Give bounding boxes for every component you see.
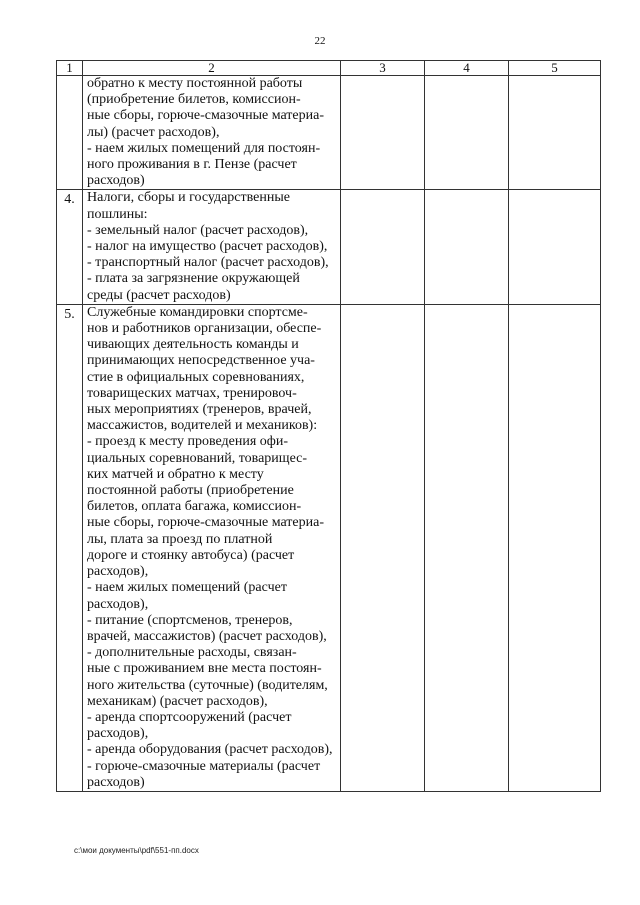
page-number: 22 — [314, 35, 326, 47]
table-row — [57, 76, 601, 190]
description-line: механикам) (расчет расходов), — [87, 693, 268, 709]
description-line: - наем жилых помещений (расчет — [87, 580, 287, 596]
row-description — [83, 76, 341, 190]
description-line: билетов, оплата багажа, комиссион- — [87, 499, 302, 515]
description-line: врачей, массажистов) (расчет расходов), — [87, 628, 327, 644]
description-line: - аренда оборудования (расчет расходов), — [87, 742, 333, 758]
empty-cell — [425, 76, 509, 190]
column-header: 5 — [509, 61, 601, 76]
description-line: - плата за загрязнение окружающей — [87, 271, 300, 287]
description-line: расходов) — [87, 173, 145, 189]
description-line: товарищеских матчах, тренировоч- — [87, 385, 297, 401]
column-header: 4 — [425, 61, 509, 76]
description-line: принимающих непосредственное уча- — [87, 353, 315, 369]
description-line: пошлины: — [87, 206, 148, 222]
description-line: ных мероприятиях (тренеров, врачей, — [87, 402, 312, 418]
description-line: постоянной работы (приобретение — [87, 483, 294, 499]
description-line: ного жительства (суточные) (водителям, — [87, 677, 328, 693]
description-line: ные с проживанием вне места постоян- — [87, 661, 322, 677]
description-line: нов и работников организации, обеспе- — [87, 321, 322, 337]
file-path-footer: c:\мои документы\pdf\551-пп.docx — [74, 846, 199, 855]
table-row — [57, 304, 601, 791]
column-header: 1 — [57, 61, 83, 76]
expense-table — [56, 60, 601, 792]
empty-cell — [425, 304, 509, 791]
description-line: расходов), — [87, 726, 149, 742]
description-line: лы, плата за проезд по платной — [87, 531, 273, 547]
description-line: Служебные командировки спортсме- — [87, 304, 308, 320]
description-line: - горюче-смазочные материалы (расчет — [87, 758, 321, 774]
description-line: - налог на имущество (расчет расходов), — [87, 239, 328, 255]
description-line: - транспортный налог (расчет расходов), — [87, 255, 329, 271]
description-line: ные сборы, горюче-смазочные материа- — [87, 108, 325, 124]
table-row — [57, 190, 601, 304]
description-line: - земельный налог (расчет расходов), — [87, 222, 309, 238]
empty-cell — [341, 190, 425, 304]
description-line: - проезд к месту проведения офи- — [87, 434, 289, 450]
description-line: - наем жилых помещений для постоян- — [87, 140, 321, 156]
description-line: ные сборы, горюче-смазочные материа- — [87, 515, 325, 531]
description-line: лы) (расчет расходов), — [87, 124, 220, 140]
empty-cell — [425, 190, 509, 304]
description-line: стие в официальных соревнованиях, — [87, 369, 305, 385]
description-line: среды (расчет расходов) — [87, 287, 231, 303]
description-line: циальных соревнований, товарищес- — [87, 450, 308, 466]
empty-cell — [509, 304, 601, 791]
description-line: - дополнительные расходы, связан- — [87, 645, 297, 661]
description-line: (приобретение билетов, комиссион- — [87, 92, 301, 108]
empty-cell — [341, 76, 425, 190]
description-line: дороге и стоянку автобуса) (расчет — [87, 547, 295, 563]
empty-cell — [341, 304, 425, 791]
row-description — [83, 304, 341, 791]
description-line: ких матчей и обратно к месту — [87, 466, 264, 482]
description-line: Налоги, сборы и государственные — [87, 190, 290, 206]
empty-cell — [509, 190, 601, 304]
row-number — [57, 76, 83, 190]
row-number: 4. — [57, 190, 83, 304]
row-number: 5. — [57, 304, 83, 791]
description-line: - питание (спортсменов, тренеров, — [87, 612, 293, 628]
description-line: - аренда спортсооружений (расчет — [87, 709, 292, 725]
column-header: 2 — [83, 61, 341, 76]
description-line: обратно к месту постоянной работы — [87, 76, 303, 91]
description-line: расходов) — [87, 774, 145, 790]
description-line: расходов), — [87, 564, 149, 580]
description-line: ного проживания в г. Пензе (расчет — [87, 157, 297, 173]
description-line: расходов), — [87, 596, 149, 612]
description-line: чивающих деятельность команды и — [87, 337, 299, 353]
empty-cell — [509, 76, 601, 190]
row-description — [83, 190, 341, 304]
description-line: массажистов, водителей и механиков): — [87, 418, 318, 434]
column-header: 3 — [341, 61, 425, 76]
table-header-row — [57, 61, 601, 76]
